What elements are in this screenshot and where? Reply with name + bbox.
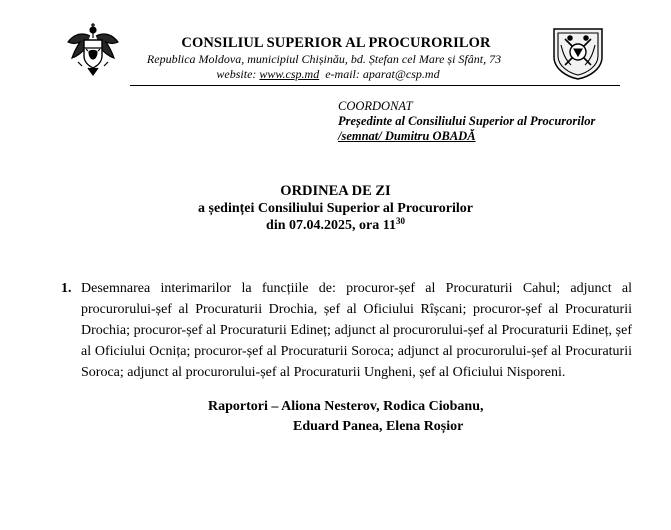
agenda-item-number: 1. [61, 281, 72, 296]
agenda-date [0, 217, 671, 234]
rapporteurs-line-1: Raportori – Aliona Nesterov, Rodica Ciobanu, [208, 399, 484, 414]
agenda-item-text: Desemnarea interimarilor la funcțiile de: procuror-șef al Procuraturii Cahul; adjunct al procurorului-șef al Procuraturii Drochia, șef al Oficiului Rîșcani; procuror-șef al Procuraturii Drochia; procuror-șef al Procuraturii Edineț; adjunct al procurorului-șef al Procuraturii Edineț, șef al Oficiului Ocnița; procuror-șef al Procuraturii Soroca; adjunct al procurorului-șef al Procuraturii Soroca; adjunct al procurorului-șef al Procuraturii Ungheni, șef al Oficiului Nisporeni. [81, 281, 632, 380]
email-label: e-mail: [325, 67, 360, 81]
header-divider [130, 85, 620, 86]
rapporteurs-line-2: Eduard Panea, Elena Roșior [293, 419, 464, 434]
agenda-subtitle: a ședinței Consiliului Superior al Procurorilor [198, 201, 473, 216]
organization-address: Republica Moldova, municipiul Chișinău, bd. Ștefan cel Mare și Sfânt, 73 [146, 52, 502, 66]
agenda-title: ORDINEA DE ZI [280, 183, 391, 199]
agenda-heading [0, 183, 671, 234]
agenda-time-minutes: 30 [395, 216, 405, 226]
organization-contact [128, 67, 528, 82]
website-label: website: [216, 67, 257, 81]
email-value: aparat@csp.md [362, 67, 440, 81]
csp-emblem-icon [551, 25, 605, 81]
approval-signature: /semnat/ Dumitru OBADĂ [338, 129, 476, 143]
moldova-coat-of-arms-icon [64, 22, 122, 78]
approval-label: COORDONAT [338, 99, 413, 113]
organization-name: CONSILIUL SUPERIOR AL PROCURORILOR [181, 35, 491, 51]
website-link[interactable]: www.csp.md [259, 67, 320, 81]
agenda-date-text: din 07.04.2025, ora 11 [266, 218, 396, 233]
approval-role: Președinte al Consiliului Superior al Procurorilor [338, 114, 596, 128]
approval-block [338, 99, 595, 144]
